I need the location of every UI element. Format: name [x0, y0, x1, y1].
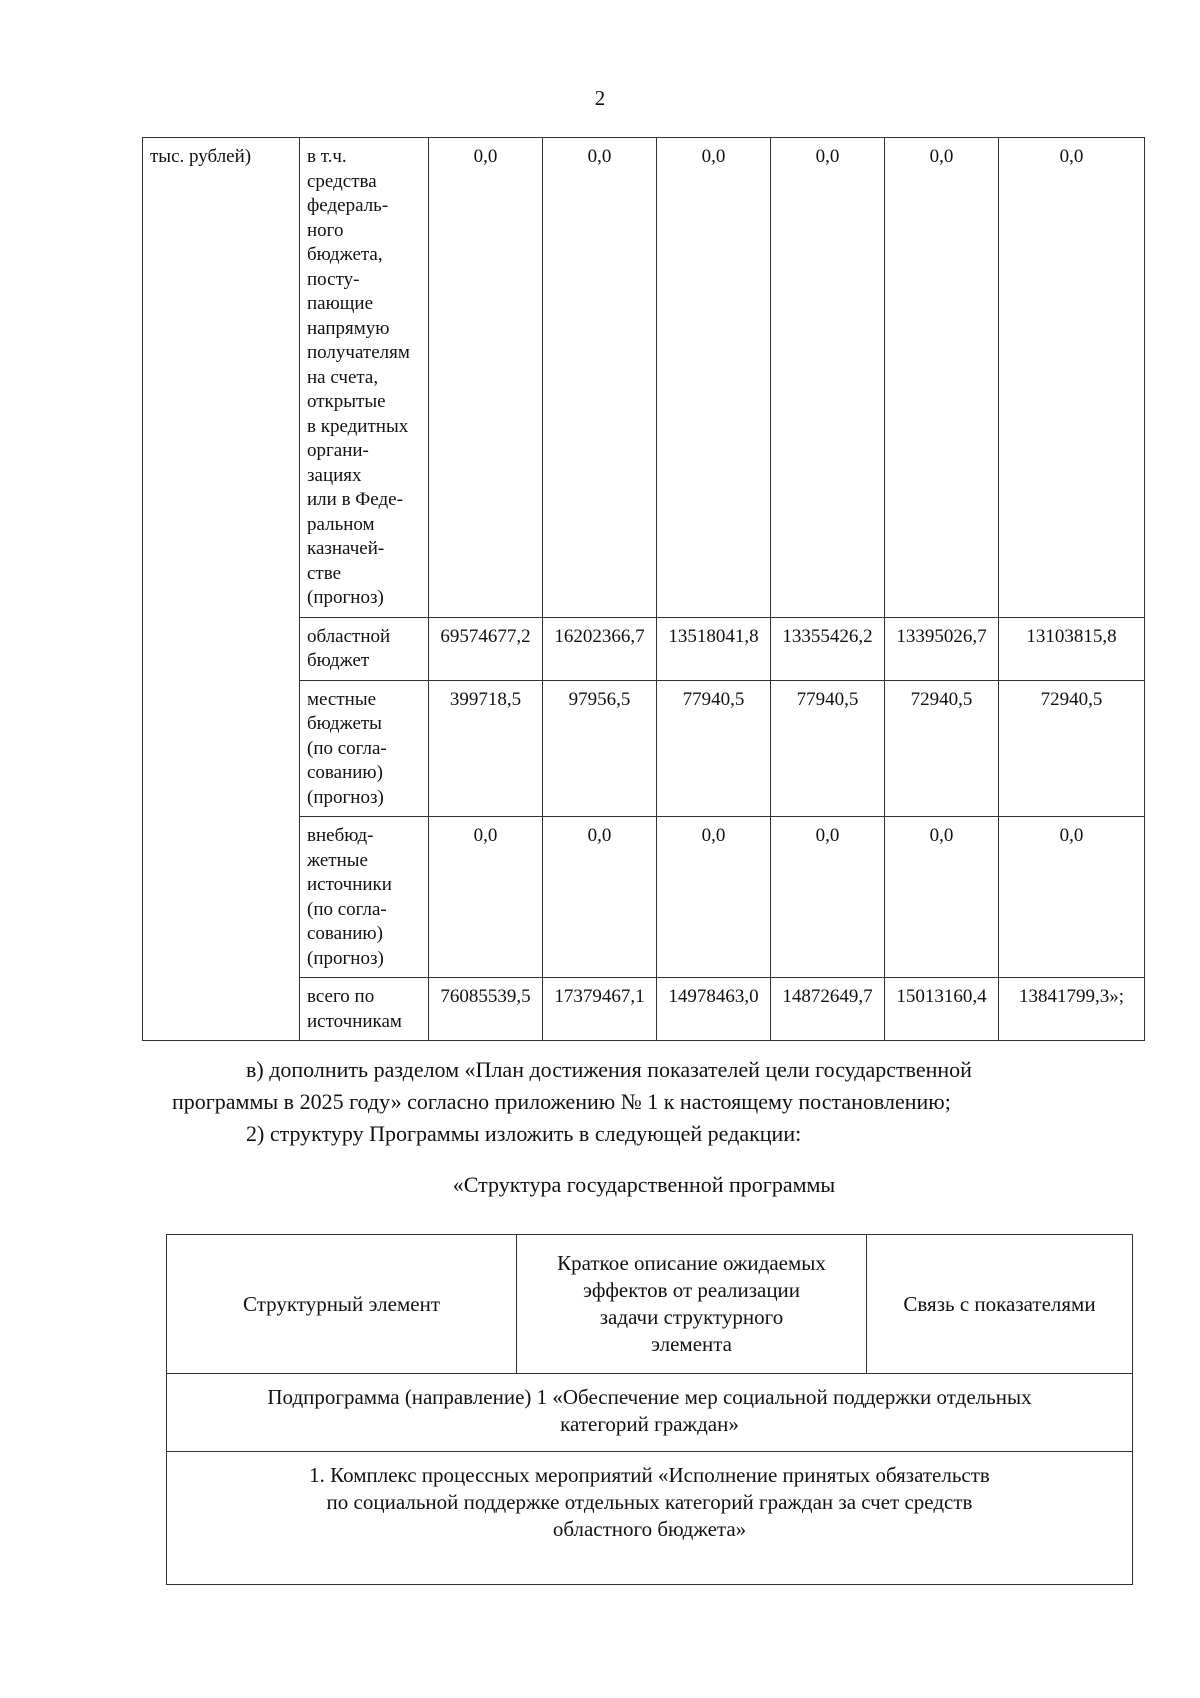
- structure-table: [166, 1234, 1133, 1585]
- table-cell: 13518041,8: [657, 617, 771, 680]
- table-cell: 15013160,4: [885, 978, 999, 1041]
- complex-line: 1. Комплекс процессных мероприятий «Исполнение принятых обязательств: [309, 1463, 990, 1487]
- table-cell: 0,0: [771, 138, 885, 618]
- table-cell: 13103815,8: [999, 617, 1145, 680]
- table-cell: 13355426,2: [771, 617, 885, 680]
- table-cell: 14872649,7: [771, 978, 885, 1041]
- table-cell: 0,0: [543, 138, 657, 618]
- finance-table: [142, 137, 1145, 1041]
- header-effects-description: [517, 1235, 867, 1374]
- table-row: [167, 1374, 1133, 1452]
- table-cell: 13395026,7: [885, 617, 999, 680]
- table-cell: 0,0: [999, 138, 1145, 618]
- structure-title: «Структура государственной программы: [452, 1172, 836, 1197]
- table-cell: 399718,5: [429, 680, 543, 817]
- table-cell: 0,0: [885, 817, 999, 978]
- subprogram-cell: [167, 1374, 1133, 1452]
- complex-cell: [167, 1452, 1133, 1585]
- table-cell: 0,0: [657, 138, 771, 618]
- table-cell: 0,0: [771, 817, 885, 978]
- complex-line: по социальной поддержке отдельных категорий граждан за счет средств: [326, 1490, 973, 1514]
- row-label-federal: в т.ч. средства федераль- ного бюджета, посту- пающие напрямую получателям на счета, открытые в кредитных органи- зациях или в Феде- ральном казначей- стве (прогноз): [300, 138, 429, 618]
- table-cell: 77940,5: [657, 680, 771, 817]
- table-row: [167, 1452, 1133, 1585]
- table-cell-first-col: тыс. рублей): [143, 138, 300, 1041]
- header-effects-line: задачи структурного: [599, 1305, 784, 1329]
- table-header-row: [167, 1235, 1133, 1374]
- row-label-local: местные бюджеты (по согла- сованию) (прогноз): [300, 680, 429, 817]
- page-number: 2: [594, 86, 606, 110]
- table-cell: 0,0: [543, 817, 657, 978]
- table-cell: 13841799,3»;: [999, 978, 1145, 1041]
- table-cell: 14978463,0: [657, 978, 771, 1041]
- table-cell: 0,0: [657, 817, 771, 978]
- subprogram-line: категорий граждан»: [560, 1412, 739, 1436]
- paragraph-structure-edit: 2) структуру Программы изложить в следующей редакции:: [246, 1121, 802, 1146]
- subprogram-line: Подпрограмма (направление) 1 «Обеспечение мер социальной поддержки отдельных: [267, 1385, 1032, 1409]
- table-cell: 0,0: [885, 138, 999, 618]
- table-cell: 0,0: [429, 138, 543, 618]
- table-cell: 72940,5: [999, 680, 1145, 817]
- row-label-regional: областной бюджет: [300, 617, 429, 680]
- header-indicators-link: Связь с показателями: [867, 1235, 1133, 1374]
- header-effects-line: эффектов от реализации: [582, 1278, 801, 1302]
- table-cell: 69574677,2: [429, 617, 543, 680]
- header-effects-line: элемента: [650, 1332, 733, 1356]
- table-cell: 72940,5: [885, 680, 999, 817]
- row-label-extrabudget: внебюд- жетные источники (по согла- сованию) (прогноз): [300, 817, 429, 978]
- table-cell: 0,0: [429, 817, 543, 978]
- paragraph-addition-continued: программы в 2025 году» согласно приложению № 1 к настоящему постановлению;: [172, 1089, 951, 1114]
- header-effects-line: Краткое описание ожидаемых: [557, 1251, 826, 1275]
- paragraph-addition: в) дополнить разделом «План достижения показателей цели государственной: [246, 1057, 972, 1082]
- table-row: [143, 138, 1145, 618]
- table-cell: 97956,5: [543, 680, 657, 817]
- header-structural-element: Структурный элемент: [167, 1235, 517, 1374]
- complex-line: областного бюджета»: [552, 1517, 747, 1541]
- table-cell: 77940,5: [771, 680, 885, 817]
- table-cell: 76085539,5: [429, 978, 543, 1041]
- table-cell: 0,0: [999, 817, 1145, 978]
- row-label-total: всего по источникам: [300, 978, 429, 1041]
- table-cell: 16202366,7: [543, 617, 657, 680]
- table-cell: 17379467,1: [543, 978, 657, 1041]
